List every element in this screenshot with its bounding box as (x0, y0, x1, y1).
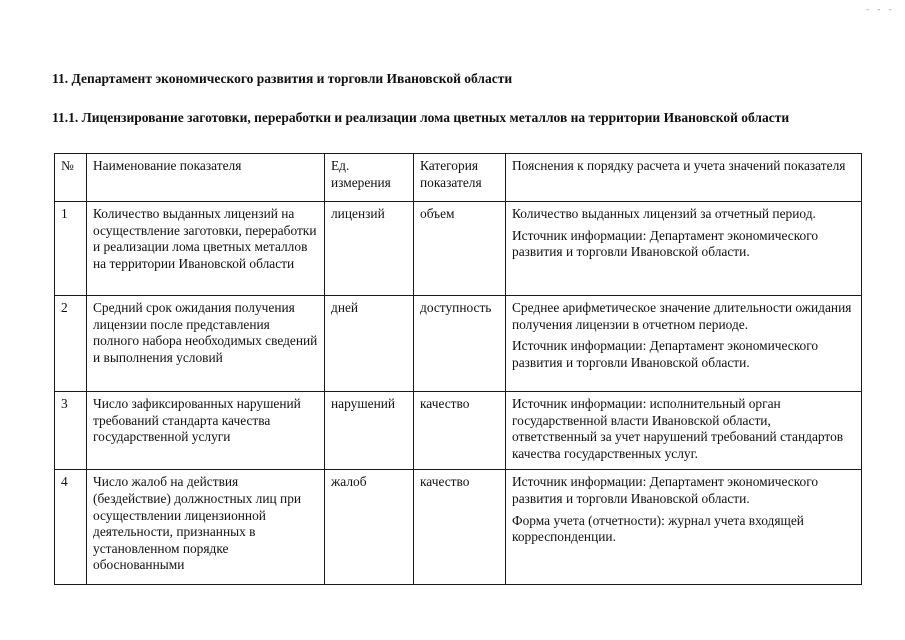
column-header-unit: Ед. измерения (325, 154, 414, 202)
note-paragraph: Источник информации: исполнительный орган государственной власти Ивановской области, ответственный за учет нарушений требований стандартов качества государственных услуг. (512, 396, 844, 461)
row-number: 2 (55, 296, 87, 392)
note-paragraph: Источник информации: Департамент экономического развития и торговли Ивановской области. (512, 338, 819, 370)
note-paragraph: Среднее арифметическое значение длительности ожидания получения лицензии в отчетном периоде. (512, 300, 852, 332)
indicator-category: объем (414, 202, 506, 296)
table-row (55, 392, 862, 470)
note-paragraph: Источник информации: Департамент экономического развития и торговли Ивановской области. (512, 474, 819, 506)
indicator-unit: лицензий (325, 202, 414, 296)
section-title: 11. Департамент экономического развития и торговли Ивановской области (52, 71, 513, 86)
column-header-notes: Пояснения к порядку расчета и учета значений показателя (506, 154, 862, 202)
note-paragraph: Источник информации: Департамент экономического развития и торговли Ивановской области. (512, 227, 819, 260)
indicator-name: Средний срок ожидания получения лицензии после представления полного набора необходимых сведений и выполнения условий (87, 296, 325, 392)
indicator-notes (506, 296, 862, 392)
indicator-category: доступность (414, 296, 506, 392)
table-row (55, 296, 862, 392)
table-row (55, 202, 862, 296)
row-number: 4 (55, 470, 87, 585)
indicator-unit: жалоб (325, 470, 414, 585)
indicator-notes (506, 470, 862, 585)
indicator-category: качество (414, 392, 506, 470)
indicator-unit: нарушений (325, 392, 414, 470)
note-paragraph: Количество выданных лицензий за отчетный период. (512, 206, 816, 221)
indicator-name: Число зафиксированных нарушений требований стандарта качества государственной услуги (87, 392, 325, 470)
indicators-table (54, 153, 862, 585)
row-number: 3 (55, 392, 87, 470)
subsection-title: 11.1. Лицензирование заготовки, переработки и реализации лома цветных металлов на территории Ивановской области (52, 110, 790, 125)
indicator-notes (506, 202, 862, 296)
indicator-name: Число жалоб на действия (бездействие) должностных лиц при осуществлении лицензионной деятельности, признанных в установленном порядке обоснованными (87, 470, 325, 585)
column-header-indicator-name: Наименование показателя (87, 154, 325, 202)
indicator-name: Количество выданных лицензий на осуществление заготовки, переработки и реализации лома цветных металлов на территории Ивановской области (87, 202, 325, 296)
indicator-unit: дней (325, 296, 414, 392)
column-header-number: № (55, 154, 87, 202)
table-header-row (55, 154, 862, 202)
indicator-notes (506, 392, 862, 470)
table-row (55, 470, 862, 585)
note-paragraph: Форма учета (отчетности): журнал учета входящей корреспонденции. (512, 512, 804, 545)
page-corner-mark: - - - (866, 4, 895, 14)
indicator-category: качество (414, 470, 506, 585)
column-header-category: Категория показателя (414, 154, 506, 202)
row-number: 1 (55, 202, 87, 296)
